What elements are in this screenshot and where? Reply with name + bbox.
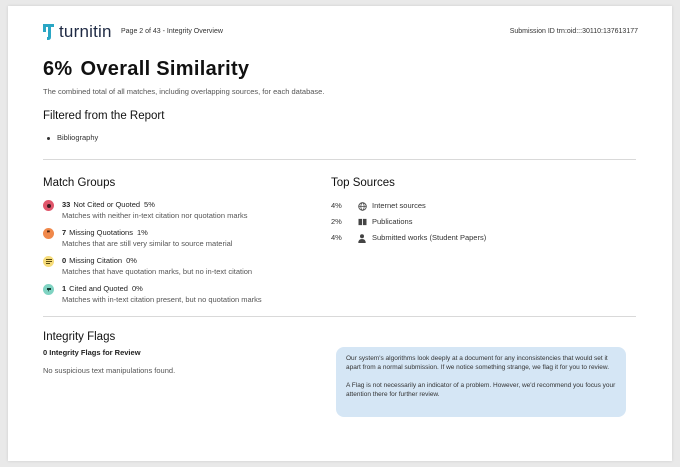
info-paragraph: A Flag is not necessarily an indicator of a problem. However, we'd recommend you focus your attention there for further review. bbox=[346, 382, 616, 398]
top-sources-title: Top Sources bbox=[331, 177, 395, 189]
source-label: Submitted works (Student Papers) bbox=[372, 233, 487, 242]
missing-quotations-icon: ❞ bbox=[43, 228, 54, 239]
book-icon bbox=[357, 217, 367, 227]
match-description: Matches with in-text citation present, but no quotation marks bbox=[62, 295, 262, 304]
match-description: Matches with neither in-text citation nor quotation marks bbox=[62, 211, 248, 220]
divider bbox=[43, 159, 636, 160]
match-groups-title: Match Groups bbox=[43, 177, 116, 189]
person-icon bbox=[357, 233, 367, 243]
integrity-flags-none: No suspicious text manipulations found. bbox=[43, 366, 176, 375]
match-label: Missing Citation bbox=[69, 256, 123, 265]
similarity-label: Overall Similarity bbox=[80, 58, 250, 80]
match-label: Cited and Quoted bbox=[69, 284, 128, 293]
match-group-heading bbox=[62, 200, 155, 209]
match-count: 33 bbox=[62, 200, 71, 209]
bullet-dot bbox=[47, 137, 50, 140]
report-page bbox=[8, 6, 672, 461]
source-label: Publications bbox=[372, 217, 413, 226]
match-count: 1 bbox=[62, 284, 67, 293]
match-percent: 5% bbox=[144, 200, 155, 209]
info-paragraph: Our system's algorithms look deeply at a document for any inconsistencies that would set it apart from a normal submission. If we notice something strange, we flag it for you to review. bbox=[346, 355, 610, 371]
match-description: Matches that are still very similar to source material bbox=[62, 239, 233, 248]
similarity-subtitle: The combined total of all matches, including overlapping sources, for each database. bbox=[43, 87, 325, 96]
match-percent: 1% bbox=[136, 228, 148, 237]
match-group-heading bbox=[62, 284, 143, 293]
match-description: Matches that have quotation marks, but no in-text citation bbox=[62, 267, 253, 276]
page-info: Page 2 of 43 - Integrity Overview bbox=[121, 28, 223, 35]
match-count: 7 bbox=[62, 228, 67, 237]
source-label: Internet sources bbox=[372, 201, 426, 210]
filtered-title: Filtered from the Report bbox=[43, 110, 165, 122]
divider bbox=[43, 316, 636, 317]
logo-text: turnitin bbox=[59, 22, 112, 41]
integrity-info-box bbox=[336, 347, 626, 417]
similarity-percent: 6% bbox=[43, 58, 73, 80]
match-count: 0 bbox=[62, 256, 67, 265]
filtered-item bbox=[47, 133, 98, 142]
match-group-heading bbox=[62, 256, 137, 265]
match-label: Missing Quotations bbox=[69, 228, 133, 237]
match-percent: 0% bbox=[126, 256, 137, 265]
globe-icon bbox=[357, 201, 367, 211]
filtered-item-label: Bibliography bbox=[57, 133, 99, 142]
match-percent: 0% bbox=[131, 284, 143, 293]
turnitin-logo-icon bbox=[42, 23, 56, 41]
source-percent: 4% bbox=[331, 233, 342, 242]
match-label: Not Cited or Quoted bbox=[73, 200, 141, 209]
overall-similarity-title bbox=[43, 58, 249, 81]
integrity-flags-count: 0 Integrity Flags for Review bbox=[43, 348, 141, 357]
cited-quoted-icon bbox=[43, 284, 54, 295]
source-percent: 2% bbox=[331, 217, 342, 226]
turnitin-logo bbox=[42, 22, 112, 42]
page-header bbox=[42, 22, 638, 44]
match-group-heading bbox=[62, 228, 148, 237]
source-percent: 4% bbox=[331, 201, 342, 210]
not-cited-icon bbox=[43, 200, 54, 211]
missing-citation-icon bbox=[43, 256, 54, 267]
integrity-flags-title: Integrity Flags bbox=[43, 331, 116, 343]
submission-id: Submission ID trn:oid:::30110:137613177 bbox=[509, 28, 638, 35]
